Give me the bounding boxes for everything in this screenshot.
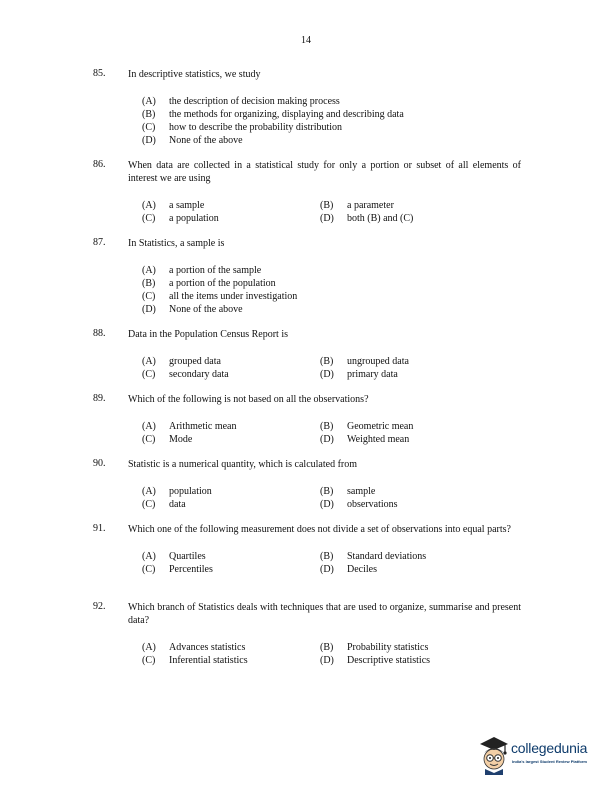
option <box>142 108 521 121</box>
option-label: (B) <box>320 486 334 497</box>
option <box>142 563 320 576</box>
question-87 <box>93 237 521 316</box>
option-label: (B) <box>142 278 156 289</box>
question-number: 92. <box>93 601 106 612</box>
option <box>142 498 320 511</box>
option-text: sample <box>347 486 376 497</box>
question-number: 90. <box>93 458 106 469</box>
question-number: 85. <box>93 68 106 79</box>
option-text: how to describe the probability distribution <box>169 122 343 133</box>
option-text: Arithmetic mean <box>169 421 237 432</box>
option-label: (C) <box>142 213 156 224</box>
option-text: a sample <box>169 200 205 211</box>
option-label: (D) <box>320 434 334 445</box>
option-text: ungrouped data <box>347 356 409 367</box>
option <box>142 303 521 316</box>
options-grid <box>142 550 521 576</box>
option <box>142 95 521 108</box>
option-label: (B) <box>320 421 334 432</box>
option-text: population <box>169 486 212 497</box>
option <box>320 498 498 511</box>
option-label: (D) <box>320 564 334 575</box>
option-text: None of the above <box>169 304 243 315</box>
option-text: secondary data <box>169 369 229 380</box>
option-label: (C) <box>142 122 156 133</box>
option <box>142 264 521 277</box>
option-label: (D) <box>142 304 156 315</box>
option-label: (C) <box>142 655 156 666</box>
option-text: Deciles <box>347 564 377 575</box>
option-text: a portion of the sample <box>169 265 262 276</box>
option-label: (A) <box>142 642 156 653</box>
options-grid <box>142 641 521 667</box>
option-label: (C) <box>142 564 156 575</box>
option <box>142 420 320 433</box>
options-list <box>142 95 521 147</box>
option-text: both (B) and (C) <box>347 213 414 224</box>
option-text: Percentiles <box>169 564 213 575</box>
option-text: a portion of the population <box>169 278 276 289</box>
option-label: (C) <box>142 369 156 380</box>
option-text: Probability statistics <box>347 642 429 653</box>
option <box>320 212 498 225</box>
option-label: (A) <box>142 200 156 211</box>
option-label: (A) <box>142 486 156 497</box>
option-text: Mode <box>169 434 193 445</box>
options-grid <box>142 355 521 381</box>
question-91 <box>93 523 521 576</box>
graduate-mascot-icon <box>478 735 510 775</box>
question-90 <box>93 458 521 511</box>
option-text: a population <box>169 213 219 224</box>
option-label: (B) <box>320 356 334 367</box>
logo-name: collegedunia <box>511 740 588 756</box>
option <box>320 199 498 212</box>
option-label: (B) <box>320 200 334 211</box>
question-number: 88. <box>93 328 106 339</box>
option-text: Advances statistics <box>169 642 246 653</box>
option-text: primary data <box>347 369 398 380</box>
option-text: Descriptive statistics <box>347 655 431 666</box>
logo-tagline: India's largest Student Review Platform <box>512 759 587 764</box>
option-label: (C) <box>142 499 156 510</box>
question-number: 91. <box>93 523 106 534</box>
option-label: (A) <box>142 421 156 432</box>
option-text: data <box>169 499 186 510</box>
question-92 <box>93 601 521 667</box>
option-label: (D) <box>320 369 334 380</box>
option <box>320 641 498 654</box>
option <box>142 212 320 225</box>
question-text: Which of the following is not based on all the observations? <box>128 394 369 405</box>
option <box>142 277 521 290</box>
option-label: (A) <box>142 96 156 107</box>
option <box>142 355 320 368</box>
question-85 <box>93 68 521 147</box>
question-text: In descriptive statistics, we study <box>128 69 261 80</box>
question-text: When data are collected in a statistical study for only a portion or subset of all elements of interest we are using <box>128 160 521 184</box>
option <box>142 290 521 303</box>
page-number: 14 <box>301 35 311 46</box>
option-text: grouped data <box>169 356 221 367</box>
option-text: a parameter <box>347 200 394 211</box>
option-label: (C) <box>142 291 156 302</box>
option <box>142 550 320 563</box>
question-text: Statistic is a numerical quantity, which is calculated from <box>128 459 358 470</box>
question-number: 86. <box>93 159 106 170</box>
options-list <box>142 264 521 316</box>
option <box>142 368 320 381</box>
option <box>142 641 320 654</box>
option <box>320 563 498 576</box>
question-number: 89. <box>93 393 106 404</box>
option <box>320 550 498 563</box>
option <box>320 654 498 667</box>
option <box>142 485 320 498</box>
question-89 <box>93 393 521 446</box>
options-grid <box>142 420 521 446</box>
option-text: Quartiles <box>169 551 206 562</box>
option <box>320 420 498 433</box>
question-86 <box>93 159 521 225</box>
question-text: Data in the Population Census Report is <box>128 329 288 340</box>
option-label: (D) <box>320 213 334 224</box>
option-text: None of the above <box>169 135 243 146</box>
option-text: observations <box>347 499 398 510</box>
option-text: Standard deviations <box>347 551 427 562</box>
option-label: (A) <box>142 356 156 367</box>
option-text: Weighted mean <box>347 434 410 445</box>
option-text: all the items under investigation <box>169 291 298 302</box>
option <box>320 433 498 446</box>
option-label: (D) <box>320 655 334 666</box>
option <box>320 355 498 368</box>
option <box>320 485 498 498</box>
option-label: (D) <box>320 499 334 510</box>
option-label: (A) <box>142 551 156 562</box>
option-text: the methods for organizing, displaying and describing data <box>169 109 404 120</box>
option-label: (D) <box>142 135 156 146</box>
option-label: (A) <box>142 265 156 276</box>
option-label: (B) <box>142 109 156 120</box>
question-text: In Statistics, a sample is <box>128 238 225 249</box>
option-text: the description of decision making process <box>169 96 340 107</box>
option <box>142 134 521 147</box>
question-88 <box>93 328 521 381</box>
option-label: (B) <box>320 551 334 562</box>
question-text: Which one of the following measurement does not divide a set of observations into equal parts? <box>128 524 511 535</box>
option <box>320 368 498 381</box>
option <box>142 654 320 667</box>
question-number: 87. <box>93 237 106 248</box>
options-grid <box>142 199 521 225</box>
option <box>142 121 521 134</box>
question-text: Which branch of Statistics deals with techniques that are used to organize, summarise and present data? <box>128 602 521 626</box>
option <box>142 199 320 212</box>
options-grid <box>142 485 521 511</box>
option <box>142 433 320 446</box>
collegedunia-logo[interactable] <box>478 735 608 775</box>
option-label: (C) <box>142 434 156 445</box>
option-label: (B) <box>320 642 334 653</box>
option-text: Inferential statistics <box>169 655 248 666</box>
option-text: Geometric mean <box>347 421 414 432</box>
